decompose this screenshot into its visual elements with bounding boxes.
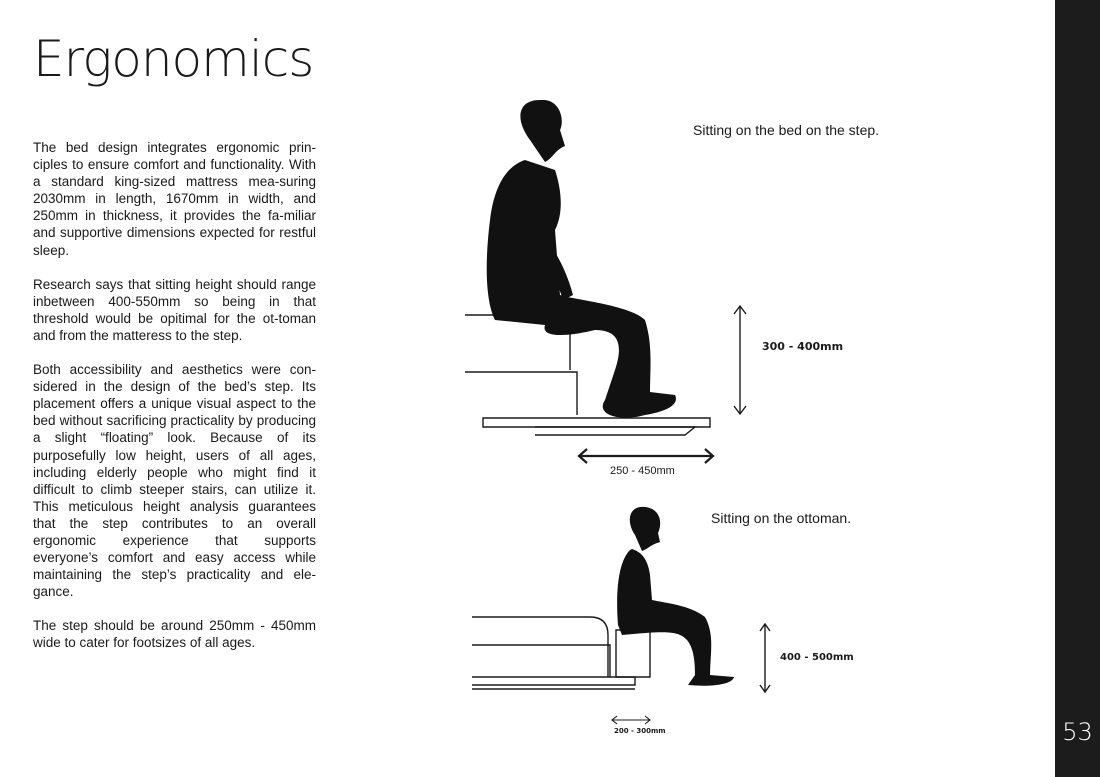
paragraph-step-width: The step should be around 250mm - 450mm wide to cater for footsizes of all ages. xyxy=(33,618,316,651)
seated-person-silhouette-small xyxy=(617,507,734,686)
page-side-bar xyxy=(1055,0,1100,777)
ottoman-width-label: 200 - 300mm xyxy=(614,727,666,735)
page-title: Ergonomics xyxy=(33,30,314,88)
step-height-label: 300 - 400mm xyxy=(762,340,844,353)
step-height-arrow xyxy=(728,300,752,420)
ottoman-height-arrow xyxy=(754,620,776,696)
paragraph-accessibility: Both accessibility and aesthetics were con-sidered in the design of the bed’s step. Its placement offers a unique visual aspect to the bed without sacrificing practicality by producing a slight “floating” look. Because of its purposefully low height, users of all ages, including elderly people who might find it difficult to climb steeper stairs, can utilize it. This meticulous height analysis guarantees that the step contributes to an overall ergonomic experience that supports everyone’s comfort and easy access while maintaining the step’s practicality and ele-gance. xyxy=(33,362,316,600)
step-sitting-illustration xyxy=(455,100,755,480)
step-width-label: 250 - 450mm xyxy=(610,465,675,477)
page-number: 53 xyxy=(1062,718,1093,746)
body-text xyxy=(33,139,316,669)
ottoman-sitting-illustration xyxy=(470,505,750,700)
ottoman-width-arrow xyxy=(610,714,652,726)
ottoman-caption: Sitting on the ottoman. xyxy=(711,510,852,526)
step-caption: Sitting on the bed on the step. xyxy=(693,122,880,138)
paragraph-mattress: The bed design integrates ergonomic prin-ciples to ensure comfort and functionality. With a standard king-sized mattress mea-suring 2030mm in length, 1670mm in width, and 250mm in thickness, it provides the fa-miliar and supportive dimensions expected for restful sleep. xyxy=(33,140,316,258)
paragraph-sitting-height: Research says that sitting height should range inbetween 400-550mm so being in that threshold would be opitimal for the ot-toman and from the matteress to the step. xyxy=(33,276,316,343)
step-width-arrow xyxy=(575,446,717,466)
ottoman-height-label: 400 - 500mm xyxy=(780,652,854,663)
seated-person-silhouette xyxy=(487,100,676,418)
